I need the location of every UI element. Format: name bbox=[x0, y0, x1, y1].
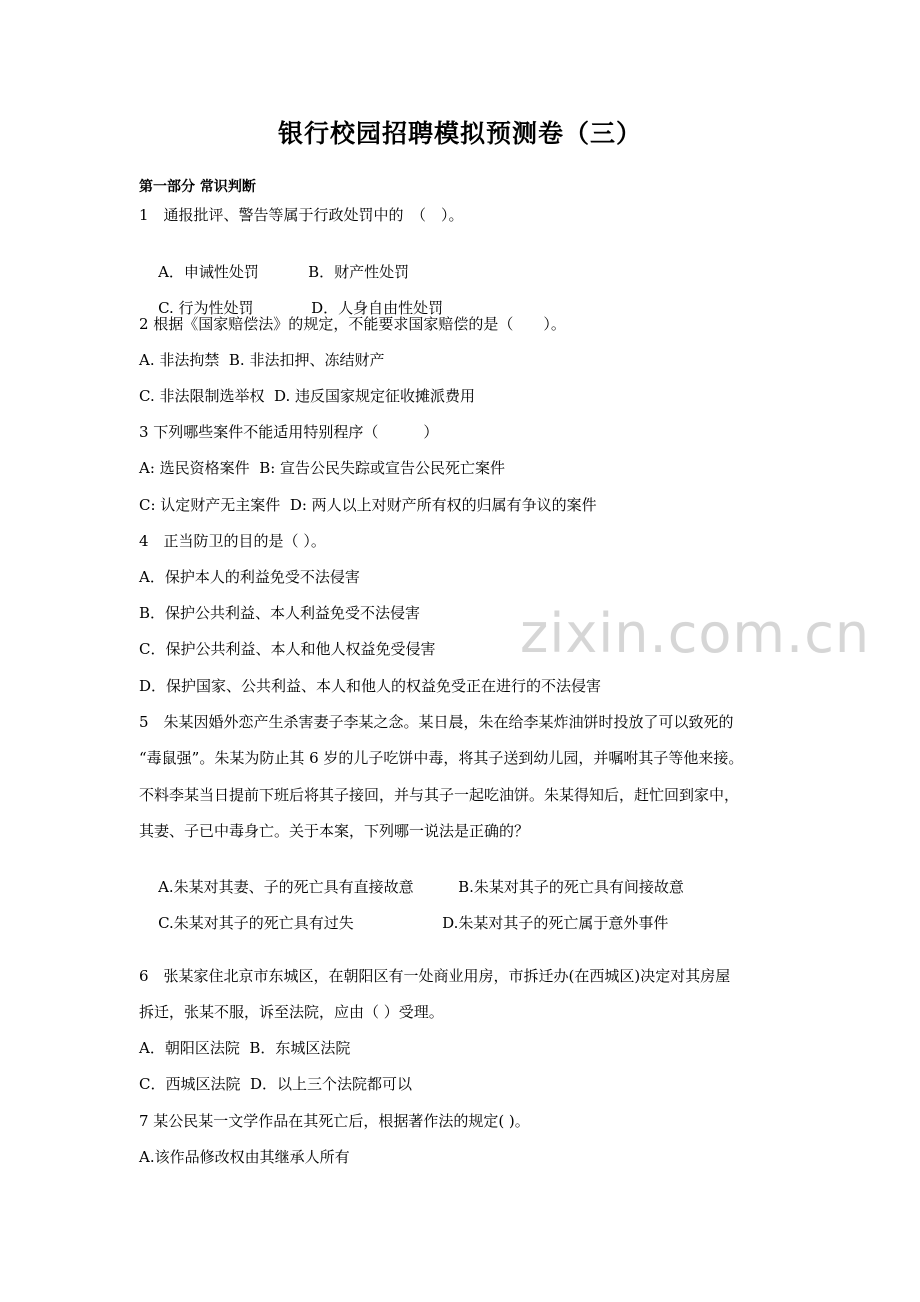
question-3-options-cd: C: 认定财产无主案件 D: 两人以上对财产所有权的归属有争议的案件 bbox=[139, 496, 597, 514]
question-6-options-cd: C．西城区法院 D．以上三个法院都可以 bbox=[139, 1075, 413, 1093]
question-6-options-ab: A．朝阳区法院 B．东城区法院 bbox=[139, 1039, 351, 1057]
question-7-option-a: A.该作品修改权由其继承人所有 bbox=[139, 1148, 350, 1166]
question-4-stem: 4 正当防卫的目的是（ ）。 bbox=[139, 532, 326, 550]
question-1-stem: 1 通报批评、警告等属于行政处罚中的 （ ）。 bbox=[139, 206, 464, 224]
question-2-stem: 2 根据《国家赔偿法》的规定，不能要求国家赔偿的是（ ）。 bbox=[139, 315, 566, 333]
question-4-option-b: B．保护公共利益、本人利益免受不法侵害 bbox=[139, 604, 421, 622]
option-b: B.朱某对其子的死亡具有间接故意 bbox=[458, 878, 684, 896]
option-c: C. 行为性处罚 bbox=[158, 299, 254, 317]
question-2-options-ab: A. 非法拘禁 B. 非法扣押、冻结财产 bbox=[139, 351, 385, 369]
question-4-option-a: A．保护本人的利益免受不法侵害 bbox=[139, 568, 360, 586]
question-5-line-3: 不料李某当日提前下班后将其子接回，并与其子一起吃油饼。朱某得知后，赶忙回到家中， bbox=[139, 786, 740, 804]
question-6-line-1: 6 张某家住北京市东城区，在朝阳区有一处商业用房，市拆迁办(在西城区)决定对其房屋 bbox=[139, 967, 731, 985]
section-heading: 第一部分 常识判断 bbox=[139, 179, 256, 195]
question-7-stem: 7 某公民某一文学作品在其死亡后，根据著作法的规定( )。 bbox=[139, 1112, 530, 1130]
question-3-options-ab: A: 选民资格案件 B: 宣告公民失踪或宣告公民死亡案件 bbox=[139, 459, 506, 477]
document-title: 银行校园招聘模拟预测卷（三） bbox=[277, 119, 642, 148]
option-d: D.朱某对其子的死亡属于意外事件 bbox=[442, 914, 669, 932]
question-4-option-d: D．保护国家、公共利益、本人和他人的权益免受正在进行的不法侵害 bbox=[139, 677, 602, 695]
question-2-options-cd: C. 非法限制选举权 D. 违反国家规定征收摊派费用 bbox=[139, 387, 476, 405]
option-a: A.朱某对其妻、子的死亡具有直接故意 bbox=[158, 878, 414, 896]
option-a: A．申诫性处罚 bbox=[158, 263, 259, 281]
option-b: B．财产性处罚 bbox=[308, 263, 410, 281]
question-6-line-2: 拆迁，张某不服，诉至法院，应由（ ）受理。 bbox=[139, 1003, 444, 1021]
question-5-line-4: 其妻、子已中毒身亡。关于本案，下列哪一说法是正确的？ bbox=[139, 822, 530, 840]
question-4-option-c: C．保护公共利益、本人和他人权益免受侵害 bbox=[139, 640, 436, 658]
option-c: C.朱某对其子的死亡具有过失 bbox=[158, 914, 354, 932]
watermark: zixin.com.cn bbox=[520, 602, 871, 665]
option-d: D．人身自由性处罚 bbox=[311, 299, 444, 317]
question-3-stem: 3 下列哪些案件不能适用特别程序（ ） bbox=[139, 423, 439, 441]
question-5-line-1: 5 朱某因婚外恋产生杀害妻子李某之念。某日晨，朱在给李某炸油饼时投放了可以致死的 bbox=[139, 713, 734, 731]
question-5-options-cd bbox=[139, 893, 668, 953]
question-5-line-2: “毒鼠强”。朱某为防止其 6 岁的儿子吃饼中毒，将其子送到幼儿园，并嘱咐其子等他来接。 bbox=[139, 749, 744, 767]
